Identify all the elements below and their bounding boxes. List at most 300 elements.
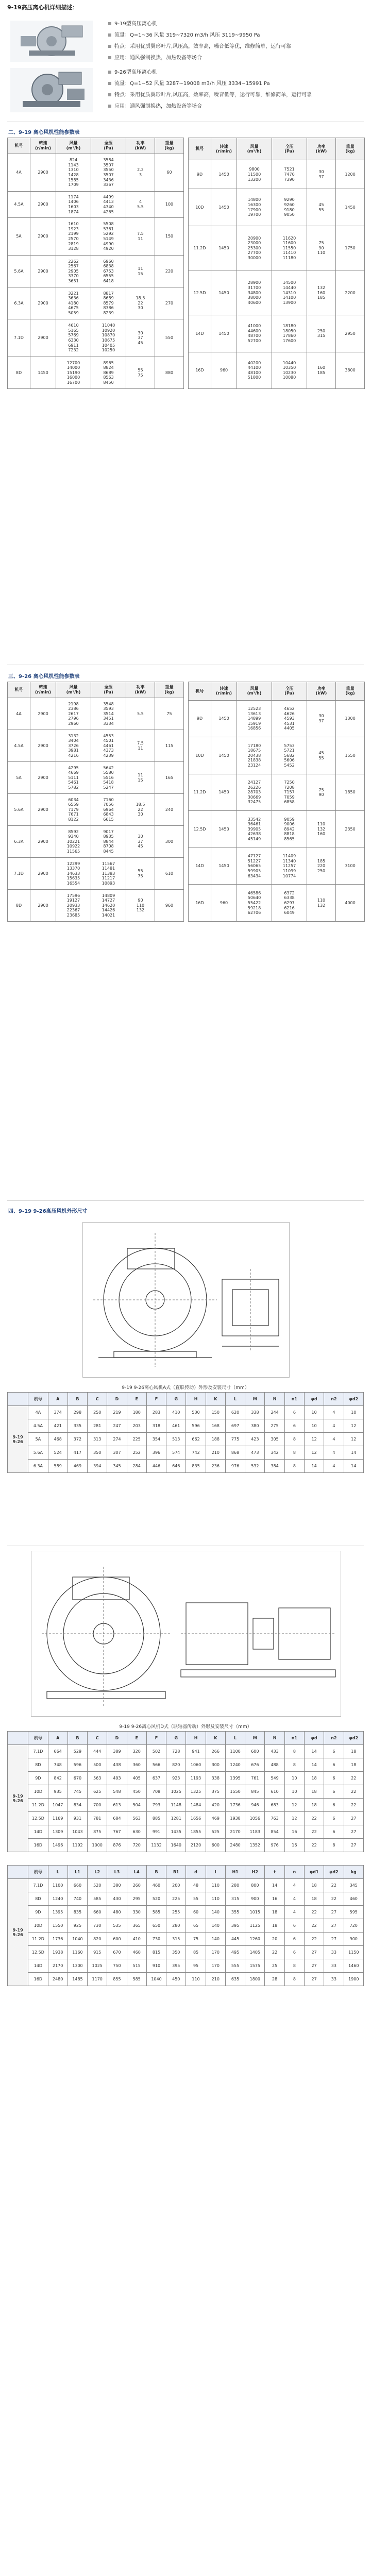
table-cell: 170 — [206, 1946, 225, 1959]
table-cell: 824 1143 1310 1428 1585 1709 — [56, 154, 91, 192]
table-cell: 110 132 — [307, 885, 336, 922]
table-cell: 14 — [344, 1460, 363, 1473]
table-cell: 16D — [28, 1973, 48, 1986]
table-cell: 7160 7056 6964 6843 6615 — [91, 794, 126, 826]
table-cell: 295 — [127, 1892, 146, 1906]
table-cell: 17596 19127 20933 22367 23685 — [56, 890, 91, 922]
dims-table-d — [7, 1731, 364, 1852]
table-cell: 8 — [284, 1446, 304, 1460]
table-cell: 22 — [324, 1892, 344, 1906]
column-header: K — [206, 1732, 225, 1745]
table-cell: 75 90 — [307, 774, 336, 811]
table-cell: 600 — [107, 1933, 127, 1946]
table-cell: 820 — [88, 1933, 107, 1946]
column-header: N — [265, 1393, 284, 1406]
table-cell: 9D — [28, 1906, 48, 1919]
table-cell: 1169 — [48, 1812, 68, 1825]
table-cell: 493 — [107, 1772, 127, 1785]
table-cell: 1450 — [211, 315, 237, 352]
table-cell: 2350 — [336, 811, 365, 848]
table-cell: 274 — [107, 1433, 127, 1446]
table-cell: 923 — [166, 1772, 186, 1785]
table-cell: 664 — [48, 1745, 68, 1758]
column-header: H — [186, 1732, 206, 1745]
table-cell: 219 — [107, 1406, 127, 1419]
table-cell: 1550 — [225, 1785, 245, 1799]
table-cell: 915 — [88, 1946, 107, 1959]
table-cell: 60 — [155, 154, 184, 192]
table-cell: 4A — [28, 1406, 48, 1419]
table-cell: 5.6A — [28, 1446, 48, 1460]
table-cell: 1736 — [48, 1933, 68, 1946]
table-cell: 14809 14727 14620 14426 14021 — [91, 890, 126, 922]
table-cell: 1352 — [245, 1839, 265, 1852]
table-cell: 14 — [305, 1758, 324, 1772]
table-cell: 394 — [88, 1460, 107, 1473]
column-header: H1 — [225, 1866, 245, 1879]
table-cell: 22 — [344, 1772, 363, 1785]
table-cell: 1132 — [146, 1839, 166, 1852]
table-cell: 885 — [146, 1812, 166, 1825]
table-cell: 27 — [324, 1906, 344, 1919]
table-cell: 20 — [265, 1933, 284, 1946]
table-cell: 4A — [8, 698, 30, 730]
table-cell: 225 — [127, 1433, 146, 1446]
table-cell: 16 — [284, 1839, 304, 1852]
series-label: 9-19 9-26 — [8, 1745, 28, 1852]
table-row — [189, 774, 365, 811]
table-cell: 1300 — [68, 1959, 87, 1973]
table-cell: 1060 — [186, 1758, 206, 1772]
table-row — [189, 811, 365, 848]
table-cell: 160 185 — [307, 352, 336, 388]
table-cell: 500 — [88, 1758, 107, 1772]
column-header: 全压 (Pa) — [272, 682, 307, 701]
column-header: C — [88, 1393, 107, 1406]
table-cell: 876 — [107, 1839, 127, 1852]
table-cell: 1170 — [88, 1973, 107, 1986]
column-header: 机号 — [8, 138, 30, 154]
sec26-left-table — [7, 682, 184, 922]
table-cell: 12523 13613 14899 15919 16856 — [237, 700, 272, 737]
table-cell: 75 — [186, 1933, 206, 1946]
column-header: 功率 (kW) — [126, 138, 155, 154]
table-cell: 41000 44600 48700 52700 — [237, 315, 272, 352]
table-cell: 300 — [206, 1758, 225, 1772]
table-cell: 574 — [166, 1446, 186, 1460]
table-row — [189, 737, 365, 774]
table-cell: 835 — [68, 1906, 87, 1919]
model-a-use: 应用：通风强制换热，加热设备等场合 — [114, 55, 202, 61]
table-cell: 45 55 — [307, 189, 336, 226]
table-cell: 355 — [225, 1906, 245, 1919]
sec26-tables — [7, 682, 364, 922]
table-cell: 9D — [28, 1772, 48, 1785]
table-cell: 115 — [155, 730, 184, 762]
table-row — [8, 762, 184, 794]
table-cell: 410 — [166, 1406, 186, 1419]
table-cell: 18 — [305, 1772, 324, 1785]
table-cell: 150 — [206, 1406, 225, 1419]
column-header: n — [284, 1866, 304, 1879]
page-title: 9-19高压离心机详细描述： — [7, 4, 78, 11]
table-cell: 910 — [146, 1959, 166, 1973]
table-cell: 14D — [28, 1825, 48, 1839]
table-cell: 5A — [8, 218, 30, 256]
table-row — [189, 352, 365, 388]
table-cell: 1900 — [344, 1973, 363, 1986]
table-cell: 1450 — [211, 700, 237, 737]
table-cell: 2900 — [30, 730, 56, 762]
column-header: l — [206, 1866, 225, 1879]
table-cell: 3584 3507 3550 3507 3436 3367 — [91, 154, 126, 192]
corner-cell — [8, 1732, 28, 1745]
table-cell: 742 — [186, 1446, 206, 1460]
table-cell: 748 — [48, 1758, 68, 1772]
model-a-feature: 特点：采用优质翼形叶片,风压高，效率高，噪音低等优，维修简单，运行可靠 — [114, 44, 292, 49]
column-header: φd — [305, 1732, 324, 1745]
table-cell: 4 — [324, 1460, 344, 1473]
table-cell: 750 — [107, 1959, 127, 1973]
table-cell: 595 — [344, 1906, 363, 1919]
table-cell: 200 — [166, 1879, 186, 1892]
table-cell: 7.5 11 — [126, 218, 155, 256]
column-header: D — [107, 1732, 127, 1745]
table-cell: 730 — [88, 1919, 107, 1933]
table-cell: 16 — [284, 1825, 304, 1839]
table-cell: 1300 — [336, 700, 365, 737]
table-cell: 360 — [127, 1758, 146, 1772]
table-cell: 380 — [245, 1419, 265, 1433]
dims-table-a — [7, 1392, 364, 1473]
table-cell: 6 — [324, 1785, 344, 1799]
table-cell: 55 75 — [126, 858, 155, 890]
table-cell: 95 — [186, 1959, 206, 1973]
table-cell: 1450 — [211, 270, 237, 315]
table-cell: 8D — [8, 890, 30, 922]
table-row — [8, 1772, 364, 1785]
column-header: 机号 — [189, 682, 211, 701]
column-header: 重量 (kg) — [336, 682, 365, 701]
table-cell: 24127 26226 28703 30669 32475 — [237, 774, 272, 811]
column-header: L4 — [127, 1866, 146, 1879]
table-cell: 4 — [284, 1879, 304, 1892]
table-cell: 55 — [186, 1892, 206, 1906]
table-cell: 1160 — [68, 1946, 87, 1959]
table-cell: 1260 — [245, 1933, 265, 1946]
table-cell: 9290 9260 9180 9050 — [272, 189, 307, 226]
table-cell: 473 — [245, 1446, 265, 1460]
table-cell: 40200 44100 48100 51800 — [237, 352, 272, 388]
table-cell: 781 — [88, 1812, 107, 1825]
column-header: 功率 (kW) — [307, 138, 336, 160]
table-cell: 28 — [265, 1973, 284, 1986]
table-cell: 6034 6559 7179 7671 8122 — [56, 794, 91, 826]
column-header: M — [245, 1393, 265, 1406]
sec19-left-table — [7, 138, 184, 389]
table-cell: 854 — [265, 1825, 284, 1839]
table-cell: 4499 4413 4340 4265 — [91, 192, 126, 218]
table-cell: 10 — [284, 1785, 304, 1799]
sec19-tables — [7, 138, 364, 389]
table-cell: 10 — [305, 1406, 324, 1419]
table-cell: 1450 — [30, 357, 56, 389]
table-cell: 875 — [88, 1825, 107, 1839]
column-header: 机号 — [8, 682, 30, 698]
model-a-perf: 流量：Q=1~36 风量 319~7320 m3/h 风压 3119~9950 Pa — [114, 32, 260, 38]
table-cell: 446 — [146, 1460, 166, 1473]
table-cell: 396 — [146, 1446, 166, 1460]
column-header: K — [206, 1393, 225, 1406]
table-cell: 18 — [344, 1745, 363, 1758]
model-b-perf: 流量：Q=1~52 风量 3287~19008 m3/h 风压 3334~15991 Pa — [114, 81, 270, 87]
table-cell: 6372 6338 6297 6216 6049 — [272, 885, 307, 922]
table-cell: 1450 — [211, 774, 237, 811]
table-cell: 1656 — [186, 1812, 206, 1825]
table-cell: 300 — [155, 826, 184, 858]
table-cell: 1100 — [225, 1745, 245, 1758]
table-cell: 33 — [324, 1959, 344, 1973]
table-cell: 395 — [225, 1919, 245, 1933]
table-cell: 3221 3636 4180 4675 5059 — [56, 287, 91, 319]
table-cell: 11.2D — [189, 226, 211, 270]
table-cell: 1015 — [245, 1906, 265, 1919]
table-cell: 1938 — [225, 1812, 245, 1825]
table-cell: 140 — [206, 1906, 225, 1919]
table-cell: 6 — [284, 1419, 304, 1433]
table-cell: 5642 5580 5516 5418 5247 — [91, 762, 126, 794]
column-header: 重量 (kg) — [155, 682, 184, 698]
table-cell: 925 — [68, 1919, 87, 1933]
table-cell: 2900 — [30, 319, 56, 357]
table-cell: 9800 11500 13200 — [237, 160, 272, 189]
table-cell: 761 — [245, 1772, 265, 1785]
table-cell: 22 — [305, 1839, 324, 1852]
table-cell: 660 — [68, 1879, 87, 1892]
table-cell: 728 — [166, 1745, 186, 1758]
table-cell: 8D — [8, 357, 30, 389]
corner-cell — [8, 1393, 28, 1406]
table-cell: 266 — [206, 1745, 225, 1758]
table-cell: 10D — [28, 1785, 48, 1799]
table-cell: 27 — [344, 1812, 363, 1825]
table-cell: 2900 — [30, 794, 56, 826]
table-cell: 529 — [68, 1745, 87, 1758]
table-cell: 6 — [284, 1919, 304, 1933]
column-header: 转速 (r/min) — [211, 682, 237, 701]
table-row — [8, 826, 184, 858]
table-cell: 250 315 — [307, 315, 336, 352]
table-cell: 1610 1923 2199 2570 2819 3128 — [56, 218, 91, 256]
table-cell: 613 — [107, 1799, 127, 1812]
bullet-icon — [108, 93, 111, 96]
table-row — [8, 1825, 364, 1839]
table-cell: 700 — [88, 1799, 107, 1812]
table-cell: 33542 36461 39905 42638 45149 — [237, 811, 272, 848]
table-cell: 1855 — [186, 1825, 206, 1839]
table-cell: 880 — [155, 357, 184, 389]
table-cell: 338 — [206, 1772, 225, 1785]
table-cell: 16D — [189, 352, 211, 388]
table-cell: 4.5A — [28, 1419, 48, 1433]
table-cell: 6 — [324, 1812, 344, 1825]
column-header: L — [225, 1732, 245, 1745]
series-label: 9-19 9-26 — [8, 1406, 28, 1473]
table-cell: 342 — [265, 1446, 284, 1460]
table-cell: 3548 3593 3514 3451 3334 — [91, 698, 126, 730]
column-header: G — [166, 1393, 186, 1406]
table-cell: 11 15 — [126, 256, 155, 287]
table-cell: 12.5D — [189, 811, 211, 848]
table-row — [8, 890, 184, 922]
table-cell: 250 — [88, 1406, 107, 1419]
table-cell: 389 — [107, 1745, 127, 1758]
table-cell: 976 — [265, 1839, 284, 1852]
table-cell: 395 — [166, 1959, 186, 1973]
table-cell: 697 — [225, 1419, 245, 1433]
table-cell: 11620 11600 11550 11410 11180 — [272, 226, 307, 270]
table-cell: 1193 — [186, 1772, 206, 1785]
table-cell: 132 160 185 — [307, 270, 336, 315]
table-cell: 27 — [324, 1919, 344, 1933]
column-header: 重量 (kg) — [336, 138, 365, 160]
table-cell: 1550 — [48, 1919, 68, 1933]
column-header: φd — [305, 1393, 324, 1406]
table-cell: 8 — [284, 1758, 304, 1772]
table-cell: 18.5 22 30 — [126, 287, 155, 319]
table-cell: 1240 — [225, 1758, 245, 1772]
table-cell: 16D — [28, 1839, 48, 1852]
table-cell: 236 — [206, 1460, 225, 1473]
table-cell: 255 — [166, 1906, 186, 1919]
table-cell: 1200 — [336, 160, 365, 189]
table-cell: 252 — [127, 1446, 146, 1460]
column-header: φd2 — [324, 1866, 344, 1879]
table-cell: 1484 — [186, 1799, 206, 1812]
table-cell: 11.2D — [189, 774, 211, 811]
table-row — [8, 1879, 364, 1892]
table-cell: 1450 — [211, 189, 237, 226]
caption-type-a: 9-19 9-26离心风机A式（直联传动）外形及安装尺寸（mm） — [122, 1385, 249, 1391]
table-cell: 991 — [146, 1825, 166, 1839]
table-cell: 1395 — [225, 1772, 245, 1785]
table-cell: 960 — [211, 352, 237, 388]
table-cell: 2170 — [48, 1959, 68, 1973]
table-cell: 307 — [107, 1446, 127, 1460]
table-cell: 708 — [146, 1785, 166, 1799]
column-header: N — [265, 1732, 284, 1745]
table-cell: 610 — [155, 858, 184, 890]
table-cell: 620 — [225, 1406, 245, 1419]
table-cell: 845 — [245, 1785, 265, 1799]
table-cell: 85 — [186, 1946, 206, 1959]
table-cell: 350 — [88, 1446, 107, 1460]
table-cell: 1309 — [48, 1825, 68, 1839]
intro-block — [0, 15, 371, 116]
table-cell: 18 — [305, 1892, 324, 1906]
bullet-icon — [108, 105, 111, 108]
table-cell: 6.3A — [8, 287, 30, 319]
table-cell: 513 — [166, 1433, 186, 1446]
column-header: L — [225, 1393, 245, 1406]
table-cell: 18 — [305, 1799, 324, 1812]
table-cell: 33 — [324, 1946, 344, 1959]
table-cell: 27 — [344, 1839, 363, 1852]
table-cell: 6 — [284, 1406, 304, 1419]
column-header: φd2 — [344, 1393, 363, 1406]
table-row — [8, 287, 184, 319]
dims-table-d2 — [7, 1865, 364, 1986]
column-header: φd2 — [344, 1732, 363, 1745]
table-cell: 3800 — [336, 352, 365, 388]
table-cell: 6 — [324, 1799, 344, 1812]
table-cell: 55 75 — [126, 357, 155, 389]
table-cell: 7250 7208 7157 7059 6858 — [272, 774, 307, 811]
table-cell: 430 — [107, 1892, 127, 1906]
table-cell: 585 — [88, 1892, 107, 1906]
table-row — [8, 1839, 364, 1852]
column-header: M — [245, 1732, 265, 1745]
column-header: B — [146, 1866, 166, 1879]
table-cell: 1575 — [245, 1959, 265, 1973]
table-cell: 5A — [8, 762, 30, 794]
table-cell: 11.2D — [28, 1933, 48, 1946]
table-cell: 110 — [186, 1973, 206, 1986]
table-cell: 12700 14000 15190 16000 16700 — [56, 357, 91, 389]
table-row — [8, 192, 184, 218]
drawing-type-a — [82, 1222, 290, 1378]
table-cell: 9017 8935 8844 8708 8445 — [91, 826, 126, 858]
table-cell: 8965 8824 8689 8563 8450 — [91, 357, 126, 389]
table-cell: 320 — [127, 1745, 146, 1758]
table-row — [189, 270, 365, 315]
drawing-type-d — [31, 1551, 341, 1717]
table-cell: 2900 — [30, 890, 56, 922]
table-cell: 488 — [265, 1758, 284, 1772]
table-cell: 2900 — [30, 192, 56, 218]
table-cell: 16 — [265, 1892, 284, 1906]
table-cell: 2900 — [30, 154, 56, 192]
table-cell: 4 — [324, 1446, 344, 1460]
table-cell: 30 37 — [307, 160, 336, 189]
table-cell: 7521 7470 7390 — [272, 160, 307, 189]
table-cell: 2120 — [186, 1839, 206, 1852]
table-row — [8, 256, 184, 287]
table-cell: 60 — [186, 1906, 206, 1919]
column-header: L2 — [88, 1866, 107, 1879]
table-cell: 11 15 — [126, 762, 155, 794]
table-cell: 22 — [305, 1906, 324, 1919]
table-cell: 110 — [206, 1892, 225, 1906]
table-cell: 4 — [284, 1892, 304, 1906]
table-cell: 469 — [206, 1812, 225, 1825]
table-cell: 637 — [146, 1772, 166, 1785]
table-cell: 12.5D — [28, 1812, 48, 1825]
table-cell: 460 — [344, 1892, 363, 1906]
table-cell: 1450 — [211, 811, 237, 848]
table-cell: 6 — [324, 1745, 344, 1758]
table-cell: 417 — [68, 1446, 87, 1460]
table-cell: 354 — [146, 1433, 166, 1446]
table-cell: 27 — [305, 1946, 324, 1959]
table-cell: 450 — [166, 1973, 186, 1986]
table-cell: 9059 9006 8942 8818 8565 — [272, 811, 307, 848]
column-header: n2 — [324, 1393, 344, 1406]
table-cell: 502 — [146, 1745, 166, 1758]
table-cell: 65 — [186, 1919, 206, 1933]
table-cell: 10D — [189, 189, 211, 226]
table-cell: 684 — [107, 1812, 127, 1825]
